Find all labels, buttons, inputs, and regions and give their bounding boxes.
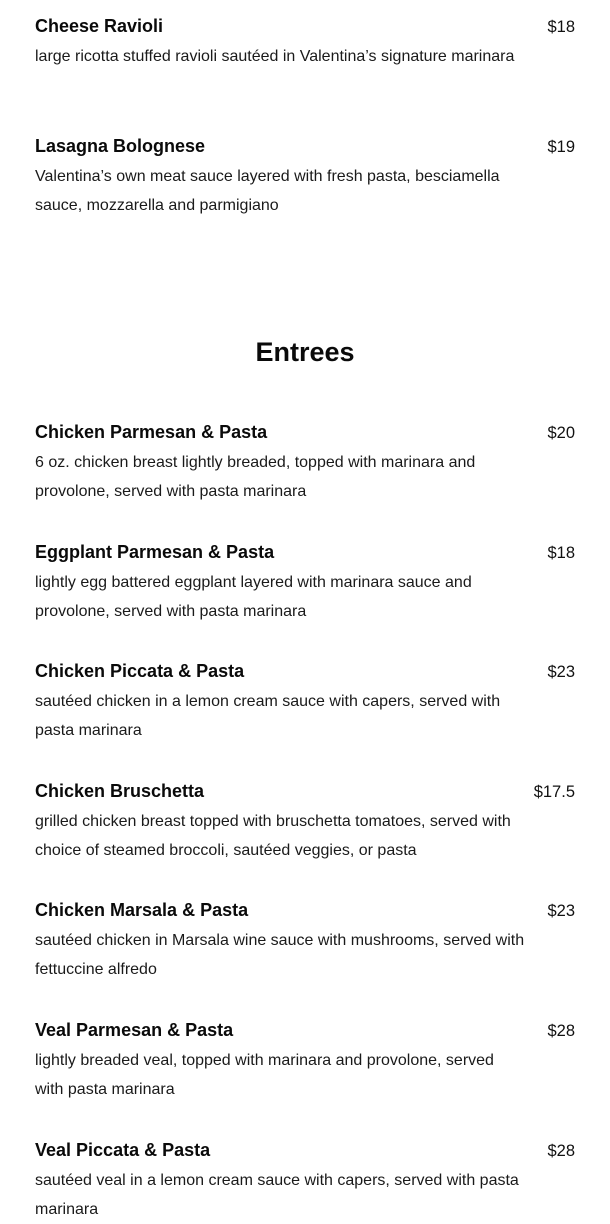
menu-item-price: $23: [547, 663, 575, 681]
menu-item-description: large ricotta stuffed ravioli sautéed in Valentina’s signature marinara: [35, 48, 515, 65]
menu-item-veal-piccata: [35, 1140, 575, 1224]
menu-item-name: Eggplant Parmesan & Pasta: [35, 542, 275, 562]
menu-item-description: sautéed chicken in a lemon cream sauce with capers, served with pasta marinara: [35, 693, 501, 739]
menu-item-name: Veal Piccata & Pasta: [35, 1140, 211, 1160]
menu-item-name: Chicken Parmesan & Pasta: [35, 422, 268, 442]
menu-item-description: lightly breaded veal, topped with marinara and provolone, served with pasta marinara: [35, 1052, 494, 1098]
menu-item-description: sautéed veal in a lemon cream sauce with capers, served with pasta marinara: [35, 1172, 519, 1218]
menu-item-description: sautéed chicken in Marsala wine sauce with mushrooms, served with fettuccine alfredo: [35, 932, 525, 978]
menu-item-header: [35, 900, 575, 920]
menu-item-name: Chicken Piccata & Pasta: [35, 661, 245, 681]
menu-item-header: [35, 16, 575, 36]
menu-item-chicken-bruschetta: [35, 781, 575, 865]
menu-item-price: $19: [547, 138, 575, 156]
menu-item-header: [35, 1020, 575, 1040]
menu-item-description: grilled chicken breast topped with bruschetta tomatoes, served with choice of steamed broccoli, sautéed veggies, or pasta: [35, 813, 511, 859]
section-title-entrees: Entrees: [255, 337, 355, 367]
menu-item-cheese-ravioli: [35, 16, 575, 71]
menu-item-description: Valentina’s own meat sauce layered with fresh pasta, besciamella sauce, mozzarella and parmigiano: [35, 168, 500, 214]
menu-item-price: $28: [547, 1142, 575, 1160]
menu-item-price: $28: [547, 1022, 575, 1040]
menu-item-description: 6 oz. chicken breast lightly breaded, topped with marinara and provolone, served with pasta marinara: [35, 454, 476, 500]
menu-item-header: [35, 136, 575, 156]
menu-item-chicken-parmesan: [35, 422, 575, 506]
menu-item-name: Lasagna Bolognese: [35, 136, 206, 156]
menu-item-name: Cheese Ravioli: [35, 16, 164, 36]
menu-item-header: [35, 661, 575, 681]
menu-item-price: $17.5: [533, 783, 575, 801]
menu-item-lasagna-bolognese: [35, 136, 575, 220]
menu-item-veal-parmesan: [35, 1020, 575, 1104]
menu-item-eggplant-parmesan: [35, 542, 575, 626]
menu-item-header: [35, 422, 575, 442]
menu-item-header: [35, 542, 575, 562]
menu-item-header: [35, 1140, 575, 1160]
menu-item-name: Chicken Bruschetta: [35, 781, 205, 801]
menu-item-price: $23: [547, 902, 575, 920]
menu-item-price: $18: [547, 18, 575, 36]
menu-item-price: $18: [547, 544, 575, 562]
menu-item-chicken-marsala: [35, 900, 575, 984]
menu-item-name: Veal Parmesan & Pasta: [35, 1020, 234, 1040]
menu-item-name: Chicken Marsala & Pasta: [35, 900, 249, 920]
menu-item-description: lightly egg battered eggplant layered with marinara sauce and provolone, served with pasta marinara: [35, 574, 472, 620]
menu-item-price: $20: [547, 424, 575, 442]
menu-item-chicken-piccata: [35, 661, 575, 745]
menu-item-header: [35, 781, 575, 801]
